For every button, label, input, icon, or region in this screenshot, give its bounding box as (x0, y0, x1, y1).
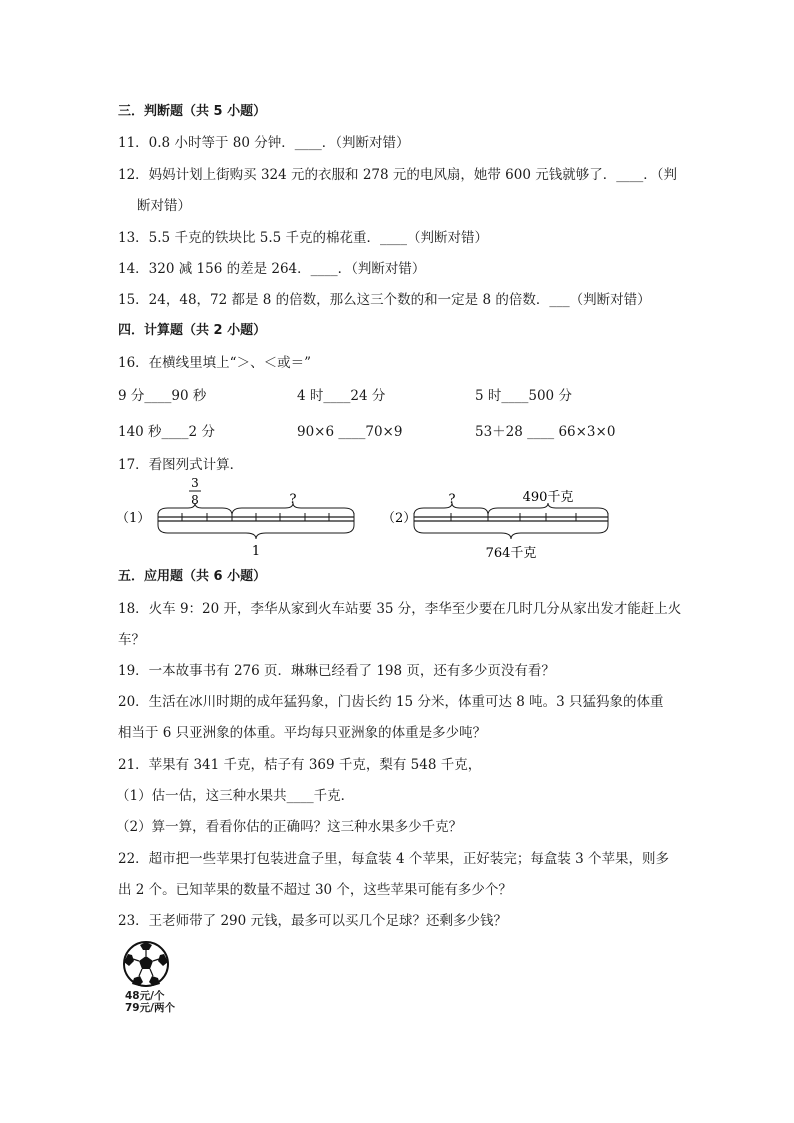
segment-diagram-2 (380, 475, 620, 567)
football-icon (122, 940, 170, 988)
top-brace-unknown (232, 503, 354, 515)
question-12-cont: 断对错） (137, 198, 191, 214)
segment-diagram-1 (110, 475, 370, 567)
diagram-1-fraction-numerator: 3 (191, 476, 199, 490)
question-12: 12．妈妈计划上街购买 324 元的衣服和 278 元的电风扇，她带 600 元钱就够了．____．（判 (118, 167, 677, 183)
top-brace-known (158, 503, 232, 515)
football-price-pair: 79元/两个 (125, 1002, 175, 1014)
bottom-brace-total (158, 525, 354, 539)
comparison-item: 5 时____500 分 (475, 388, 572, 404)
diagram-1-unknown: ? (289, 492, 297, 507)
section-calc-title: 四．计算题（共 2 小题） (118, 323, 267, 338)
segment-ticks (414, 513, 608, 525)
diagram-1-fraction-denominator: 8 (191, 493, 199, 507)
question-16: 16．在横线里填上“＞、＜或＝” (118, 355, 311, 371)
segment-ticks (158, 513, 354, 525)
diagram-1-total: 1 (251, 544, 261, 559)
question-23: 23．王老师带了 290 元钱，最多可以买几个足球？还剩多少钱？ (118, 913, 508, 929)
comparison-item: 53＋28 ____ 66×3×0 (475, 424, 616, 440)
bottom-brace-total (414, 525, 608, 539)
top-brace-known (488, 503, 608, 515)
question-11: 11．0.8 小时等于 80 分钟．____．（判断对错） (118, 135, 410, 151)
question-22: 22．超市把一些苹果打包装进盒子里，每盒装 4 个苹果，正好装完；每盒装 3 个苹果，则多 (118, 851, 670, 867)
question-19: 19．一本故事书有 276 页．琳琳已经看了 198 页，还有多少页没有看？ (118, 663, 555, 679)
diagram-2-label: （2） (382, 511, 417, 526)
section-apply-title: 五．应用题（共 6 小题） (118, 569, 267, 584)
question-18-cont: 车？ (118, 632, 145, 648)
football-price-single: 48元/个 (125, 990, 165, 1002)
diagram-2-total: 764千克 (485, 546, 537, 561)
diagram-1-label: （1） (116, 511, 151, 526)
question-20-cont: 相当于 6 只亚洲象的体重。平均每只亚洲象的体重是多少吨？ (118, 725, 487, 741)
question-20: 20．生活在冰川时期的成年猛犸象，门齿长约 15 分米，体重可达 8 吨。3 只猛犸象的体重 (118, 694, 664, 710)
question-21-part-2: （2）算一算，看看你估的正确吗？这三种水果多少千克？ (116, 819, 463, 835)
question-15: 15．24，48，72 都是 8 的倍数，那么这三个数的和一定是 8 的倍数．___（判断对错） (118, 292, 651, 308)
question-17: 17．看图列式计算． (118, 457, 244, 473)
diagram-2-part: 490千克 (522, 490, 574, 505)
section-judge-title: 三．判断题（共 5 小题） (118, 104, 267, 119)
question-18: 18．火车 9：20 开，李华从家到火车站要 35 分，李华至少要在几时几分从家出发才能赶上火 (118, 601, 682, 617)
question-21-part-1: （1）估一估，这三种水果共____千克． (116, 788, 355, 804)
question-22-cont: 出 2 个。已知苹果的数量不超过 30 个，这些苹果可能有多少个？ (118, 882, 512, 898)
comparison-item: 9 分____90 秒 (118, 388, 207, 404)
diagram-2-unknown: ? (448, 492, 456, 507)
question-14: 14．320 减 156 的差是 264．____．（判断对错） (118, 261, 426, 277)
comparison-item: 140 秒____2 分 (118, 424, 215, 440)
comparison-item: 90×6 ____70×9 (297, 424, 403, 440)
comparison-item: 4 时____24 分 (297, 388, 386, 404)
question-13: 13．5.5 千克的铁块比 5.5 千克的棉花重．____（判断对错） (118, 230, 488, 246)
question-21: 21．苹果有 341 千克，桔子有 369 千克，梨有 548 千克， (118, 757, 482, 773)
